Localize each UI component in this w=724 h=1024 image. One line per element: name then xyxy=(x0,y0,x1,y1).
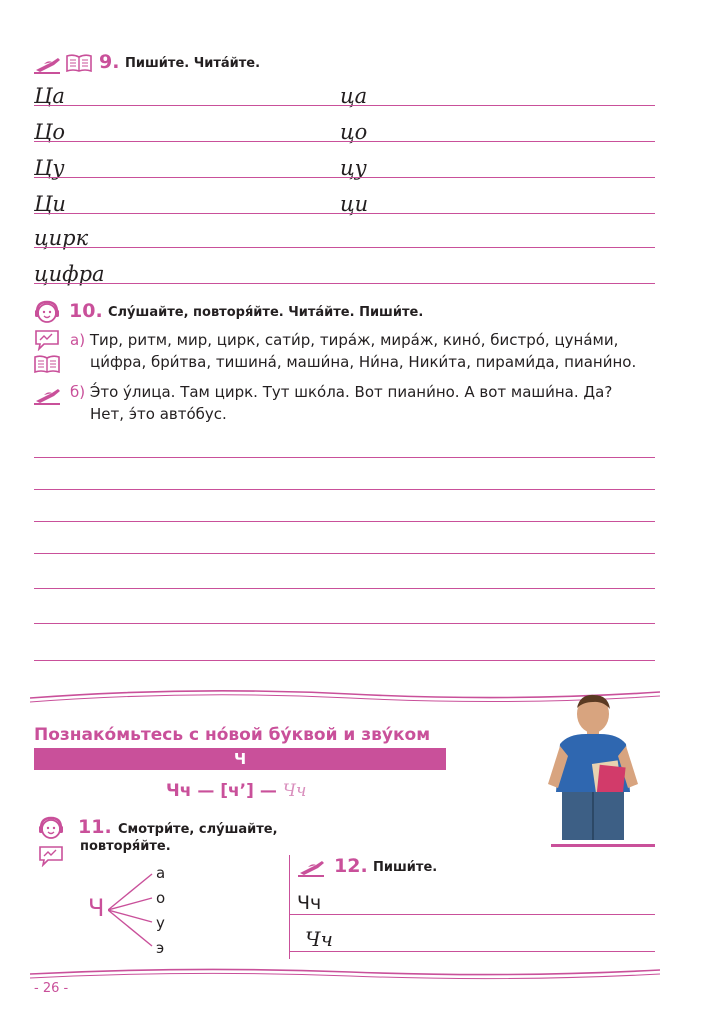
task-10a-line-1: а) Тир, ритм, мир, цирк, сати́р, тира́ж, мира́ж, кино́, бистро́, цуна́ми, xyxy=(70,331,619,349)
task-11-number: 11. xyxy=(78,816,112,838)
writing-line[interactable] xyxy=(34,553,655,554)
new-letter-banner: Ч xyxy=(34,748,446,770)
page-number: - 26 - xyxy=(34,981,69,996)
vowel: а xyxy=(156,864,166,882)
student-photo xyxy=(538,692,648,842)
task-10b-label: б) xyxy=(70,383,86,401)
task-12-divider xyxy=(289,855,290,959)
script-letter-sample: Чч xyxy=(305,927,333,951)
syllable-fan-lines xyxy=(108,868,156,952)
photo-underline xyxy=(551,844,655,847)
letter-sound-formula xyxy=(166,781,306,801)
book-icon xyxy=(34,355,60,373)
handwriting-sample: Цо xyxy=(34,120,65,144)
footer-wave xyxy=(30,964,660,980)
task-10b-line-2: Нет, э́то авто́бус. xyxy=(90,405,227,423)
listening-face-icon xyxy=(38,816,64,840)
handwriting-sample: ци xyxy=(340,192,369,216)
writing-line[interactable] xyxy=(289,951,655,952)
speech-bubble-icon xyxy=(34,329,60,351)
writing-line[interactable] xyxy=(34,588,655,589)
writing-hand-icon xyxy=(34,52,62,74)
task-10-title: Слу́шайте, повторя́йте. Чита́йте. Пиши́те. xyxy=(108,305,424,320)
handwriting-sample: цирк xyxy=(34,226,89,250)
task-10a-line-2: ци́фра, бри́тва, тишина́, маши́на, Ни́на, Ники́та, пирами́да, пиани́но. xyxy=(90,353,637,371)
handwriting-sample: Цу xyxy=(34,156,65,180)
formula-script: Чч xyxy=(282,781,307,801)
writing-line[interactable] xyxy=(34,213,655,214)
task-9-title: Пиши́те. Чита́йте. xyxy=(125,56,261,71)
task-10-number: 10. xyxy=(69,300,103,322)
section-title: Познако́мьтесь с но́вой бу́квой и зву́ком xyxy=(34,725,431,745)
handwriting-sample: цу xyxy=(340,156,367,180)
listening-face-icon xyxy=(34,300,60,324)
handwriting-sample: цо xyxy=(340,120,368,144)
writing-line[interactable] xyxy=(34,283,655,284)
writing-line[interactable] xyxy=(34,247,655,248)
vowel: у xyxy=(156,914,165,932)
handwriting-sample: Ци xyxy=(34,192,66,216)
writing-line[interactable] xyxy=(34,660,655,661)
task-10b-line-1: б) Э́то у́лица. Там цирк. Тут шко́ла. Вот пиани́но. А вот маши́на. Да? xyxy=(70,383,613,401)
writing-line[interactable] xyxy=(34,177,655,178)
writing-line[interactable] xyxy=(289,914,655,915)
speech-bubble-icon xyxy=(38,845,64,867)
task-10a-label: а) xyxy=(70,331,86,349)
writing-line[interactable] xyxy=(34,489,655,490)
formula-print: Чч — [ч’] — xyxy=(166,781,277,801)
task-12-title: Пиши́те. xyxy=(373,860,438,875)
print-letter-sample: Чч xyxy=(297,892,322,914)
task-9-number: 9. xyxy=(99,51,120,73)
handwriting-sample: ца xyxy=(340,84,368,108)
task-11-title-line-1: Смотри́те, слу́шайте, xyxy=(118,822,278,837)
task-12-number: 12. xyxy=(334,855,368,877)
writing-line[interactable] xyxy=(34,623,655,624)
writing-hand-icon xyxy=(34,383,62,405)
writing-line[interactable] xyxy=(34,457,655,458)
handwriting-sample: цифра xyxy=(34,262,105,286)
vowel: о xyxy=(156,889,166,907)
writing-line[interactable] xyxy=(34,105,655,106)
vowel: э xyxy=(156,939,165,957)
book-icon xyxy=(66,54,92,72)
writing-line[interactable] xyxy=(34,521,655,522)
handwriting-sample: Ца xyxy=(34,84,65,108)
task-11-title-line-2: повторя́йте. xyxy=(80,839,171,854)
writing-hand-icon xyxy=(298,855,326,877)
writing-line[interactable] xyxy=(34,141,655,142)
syllable-letter: Ч xyxy=(88,894,105,922)
